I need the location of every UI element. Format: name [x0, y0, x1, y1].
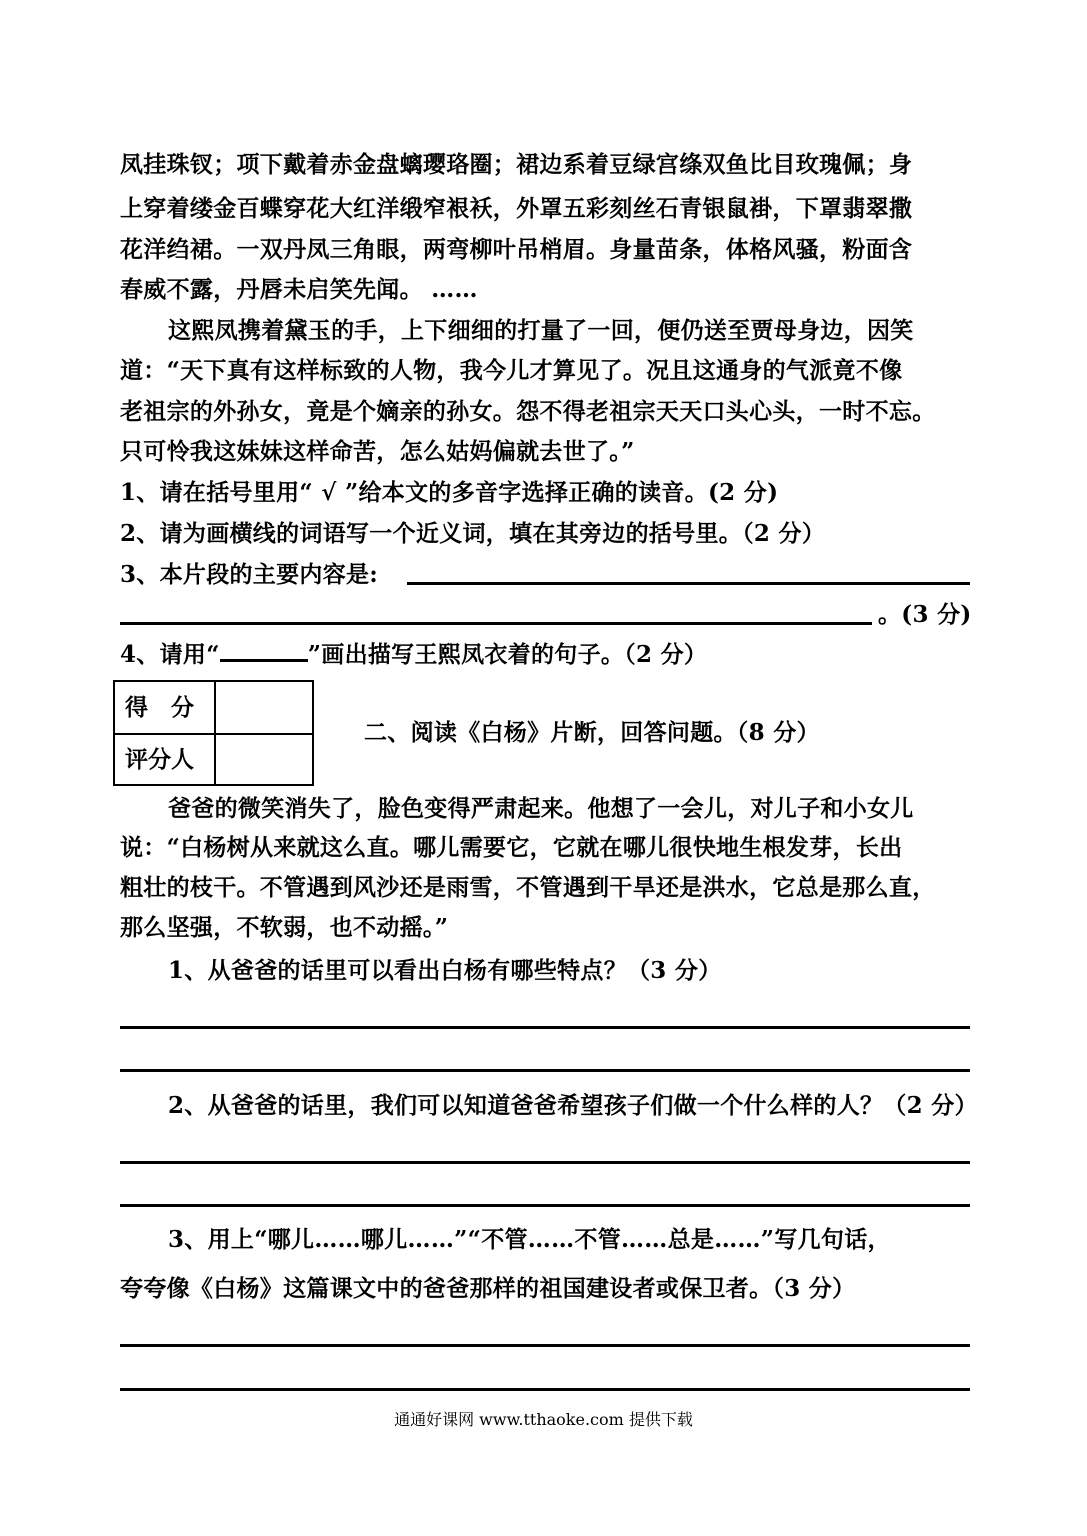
passage1-line-6: 道：“天下真有这样标致的人物，我今儿才算见了。况且这通身的气派竟不像: [120, 357, 903, 384]
passage2-line-2: 说：“白杨树从来就这么直。哪儿需要它，它就在哪儿很快地生根发芽，长出: [120, 834, 903, 861]
answer-line-2-1a[interactable]: [120, 1026, 970, 1029]
passage1-line-1: 凤挂珠钗；项下戴着赤金盘螭璎珞圈；裙边系着豆绿宫绦双鱼比目玫瑰佩；身: [120, 151, 913, 178]
passage1-line-7: 老祖宗的外孙女，竟是个嫡亲的孙女。怨不得老祖宗天天口头心头，一时不忘。: [120, 398, 936, 425]
section2-title: 二、阅读《白杨》片断，回答问题。（8 分）: [364, 719, 820, 746]
grader-label: 评分人: [125, 746, 194, 773]
score-box: [113, 680, 314, 786]
passage1-line-8: 只可怜我这妹妹这样命苦，怎么姑妈偏就去世了。”: [120, 438, 635, 465]
question2-3-line2: 夸夸像《白杨》这篇课文中的爸爸那样的祖国建设者或保卫者。（3 分）: [120, 1275, 856, 1302]
passage1-line-5: 这熙凤携着黛玉的手，上下细细的打量了一回，便仍送至贾母身边，因笑: [168, 317, 914, 344]
answer-line-2-1b[interactable]: [120, 1069, 970, 1072]
passage2-line-3: 粗壮的枝干。不管遇到风沙还是雨雪，不管遇到干旱还是洪水，它总是那么直，: [120, 874, 936, 901]
passage1-line-4: 春威不露，丹唇未启笑先闻。 ……: [120, 276, 478, 303]
question2-2: 2、从爸爸的话里，我们可以知道爸爸希望孩子们做一个什么样的人？（2 分）: [168, 1092, 978, 1119]
grader-input-cell[interactable]: [216, 735, 312, 784]
question1-4-prefix: 4、请用“: [120, 641, 220, 668]
answer-line-q3a[interactable]: [407, 582, 970, 585]
footer-text: 通通好课网 www.tthaoke.com 提供下载: [394, 1410, 693, 1429]
passage2-line-1: 爸爸的微笑消失了，脸色变得严肃起来。他想了一会儿，对儿子和小女儿: [168, 795, 914, 822]
score-label: 得 分: [125, 694, 194, 721]
answer-line-2-2b[interactable]: [120, 1204, 970, 1207]
passage1-line-2: 上穿着缕金百蝶穿花大红洋缎窄裉袄，外罩五彩刻丝石青银鼠褂，下罩翡翠撒: [120, 195, 913, 222]
score-input-cell[interactable]: [216, 682, 312, 733]
question1-2: 2、请为画横线的词语写一个近义词，填在其旁边的括号里。（2 分）: [120, 520, 826, 547]
question1-3-score: 。(3 分): [878, 601, 972, 628]
answer-line-q3b[interactable]: [120, 622, 872, 625]
question2-3-line1: 3、用上“哪儿……哪儿……”“不管……不管……总是……”写几句话，: [168, 1226, 891, 1253]
question1-4: [120, 640, 970, 670]
passage1-line-3: 花洋绉裙。一双丹凤三角眼，两弯柳叶吊梢眉。身量苗条，体格风骚，粉面含: [120, 236, 913, 263]
underline-sample: [220, 641, 308, 662]
answer-line-2-3b[interactable]: [120, 1388, 970, 1391]
answer-line-2-3a[interactable]: [120, 1344, 970, 1347]
answer-line-2-2a[interactable]: [120, 1161, 970, 1164]
passage2-line-4: 那么坚强，不软弱，也不动摇。”: [120, 914, 449, 941]
question1-3: 3、本片段的主要内容是:: [120, 561, 379, 588]
question1-1: 1、请在括号里用“ √ ”给本文的多音字选择正确的读音。(2 分): [120, 479, 779, 506]
question1-4-suffix: ”画出描写王熙凤衣着的句子。（2 分）: [307, 641, 708, 668]
question2-1: 1、从爸爸的话里可以看出白杨有哪些特点？（3 分）: [168, 957, 722, 984]
